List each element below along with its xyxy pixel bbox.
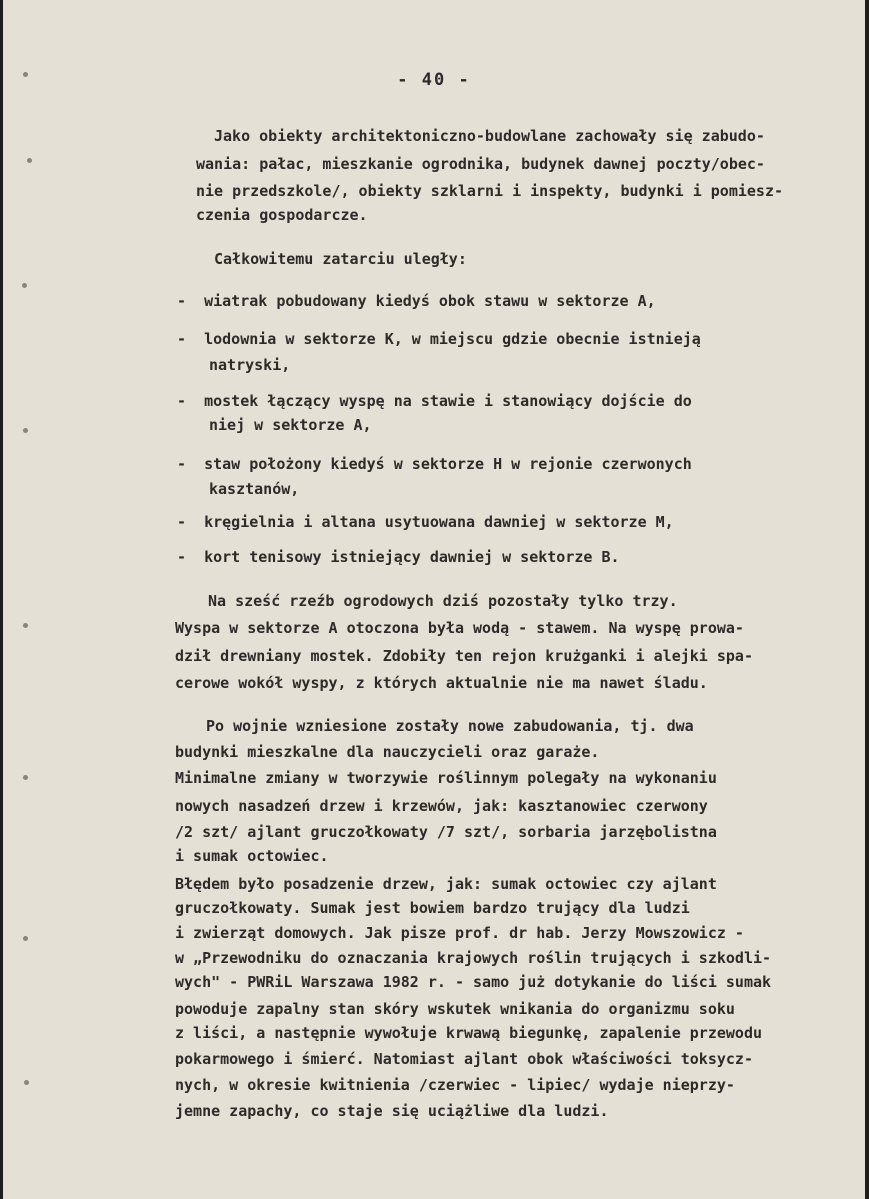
margin-mark: [23, 72, 28, 77]
text-line: jemne zapachy, co staje się uciążliwe dla ludzi.: [175, 1102, 609, 1120]
text-line: powoduje zapalny stan skóry wskutek wnikania do organizmu soku: [175, 1000, 735, 1018]
text-line: z liści, a następnie wywołuje krwawą biegunkę, zapalenie przewodu: [175, 1024, 762, 1042]
text-line: nowych nasadzeń drzew i krzewów, jak: kasztanowiec czerwony: [175, 797, 708, 815]
text-line: /2 szt/ ajlant gruczołkowaty /7 szt/, sorbaria jarzębolistna: [175, 823, 717, 841]
text-line: - staw położony kiedyś w sektorze H w rejonie czerwonych: [177, 455, 692, 473]
margin-mark: [24, 1080, 29, 1085]
text-line: Na sześć rzeźb ogrodowych dziś pozostały tylko trzy.: [208, 592, 678, 610]
text-line: i sumak octowiec.: [175, 847, 329, 865]
margin-mark: [23, 428, 28, 433]
text-line: natryski,: [209, 356, 291, 374]
text-line: - kort tenisowy istniejący dawniej w sektorze B.: [177, 548, 620, 566]
text-line: Błędem było posadzenie drzew, jak: sumak octowiec czy ajlant: [175, 875, 717, 893]
text-line: gruczołkowaty. Sumak jest bowiem bardzo trujący dla ludzi: [175, 899, 690, 917]
text-line: nie przedszkole/, obiekty szklarni i inspekty, budynki i pomiesz-: [196, 182, 783, 200]
text-line: w „Przewodniku do oznaczania krajowych roślin trujących i szkodli-: [175, 949, 772, 967]
text-line: cerowe wokół wyspy, z których aktualnie nie ma nawet śladu.: [175, 674, 708, 692]
text-line: nych, w okresie kwitnienia /czerwiec - lipiec/ wydaje nieprzy-: [175, 1076, 735, 1094]
margin-mark: [23, 775, 28, 780]
margin-mark: [23, 936, 28, 941]
text-line: budynki mieszkalne dla nauczycieli oraz garaże.: [175, 743, 600, 761]
text-line: kasztanów,: [209, 480, 300, 498]
text-line: Wyspa w sektorze A otoczona była wodą - stawem. Na wyspę prowa-: [175, 619, 744, 637]
text-line: Minimalne zmiany w tworzywie roślinnym polegały na wykonaniu: [175, 769, 717, 787]
text-line: niej w sektorze A,: [209, 416, 372, 434]
text-line: - lodownia w sektorze K, w miejscu gdzie obecnie istnieją: [177, 330, 701, 348]
text-line: - wiatrak pobudowany kiedyś obok stawu w sektorze A,: [177, 292, 656, 310]
margin-mark: [22, 283, 27, 288]
text-line: - mostek łączący wyspę na stawie i stanowiący dojście do: [177, 392, 692, 410]
text-line: pokarmowego i śmierć. Natomiast ajlant obok właściwości toksycz-: [175, 1050, 753, 1068]
text-line: Po wojnie wzniesione zostały nowe zabudowania, tj. dwa: [206, 717, 694, 735]
text-line: czenia gospodarcze.: [196, 206, 368, 224]
text-line: Jako obiekty architektoniczno-budowlane zachowały się zabudo-: [214, 127, 765, 145]
margin-mark: [27, 158, 32, 163]
text-line: i zwierząt domowych. Jak pisze prof. dr hab. Jerzy Mowszowicz -: [175, 924, 744, 942]
text-line: wych" - PWRiL Warszawa 1982 r. - samo już dotykanie do liści sumak: [175, 973, 772, 991]
text-line: dził drewniany mostek. Zdobiły ten rejon krużganki i alejki spa-: [175, 647, 753, 665]
text-line: Całkowitemu zatarciu uległy:: [214, 250, 467, 268]
text-line: - kręgielnia i altana usytuowana dawniej w sektorze M,: [177, 513, 674, 531]
page-number: - 40 -: [397, 70, 471, 90]
margin-mark: [23, 623, 28, 628]
text-line: wania: pałac, mieszkanie ogrodnika, budynek dawnej poczty/obec-: [196, 155, 765, 173]
